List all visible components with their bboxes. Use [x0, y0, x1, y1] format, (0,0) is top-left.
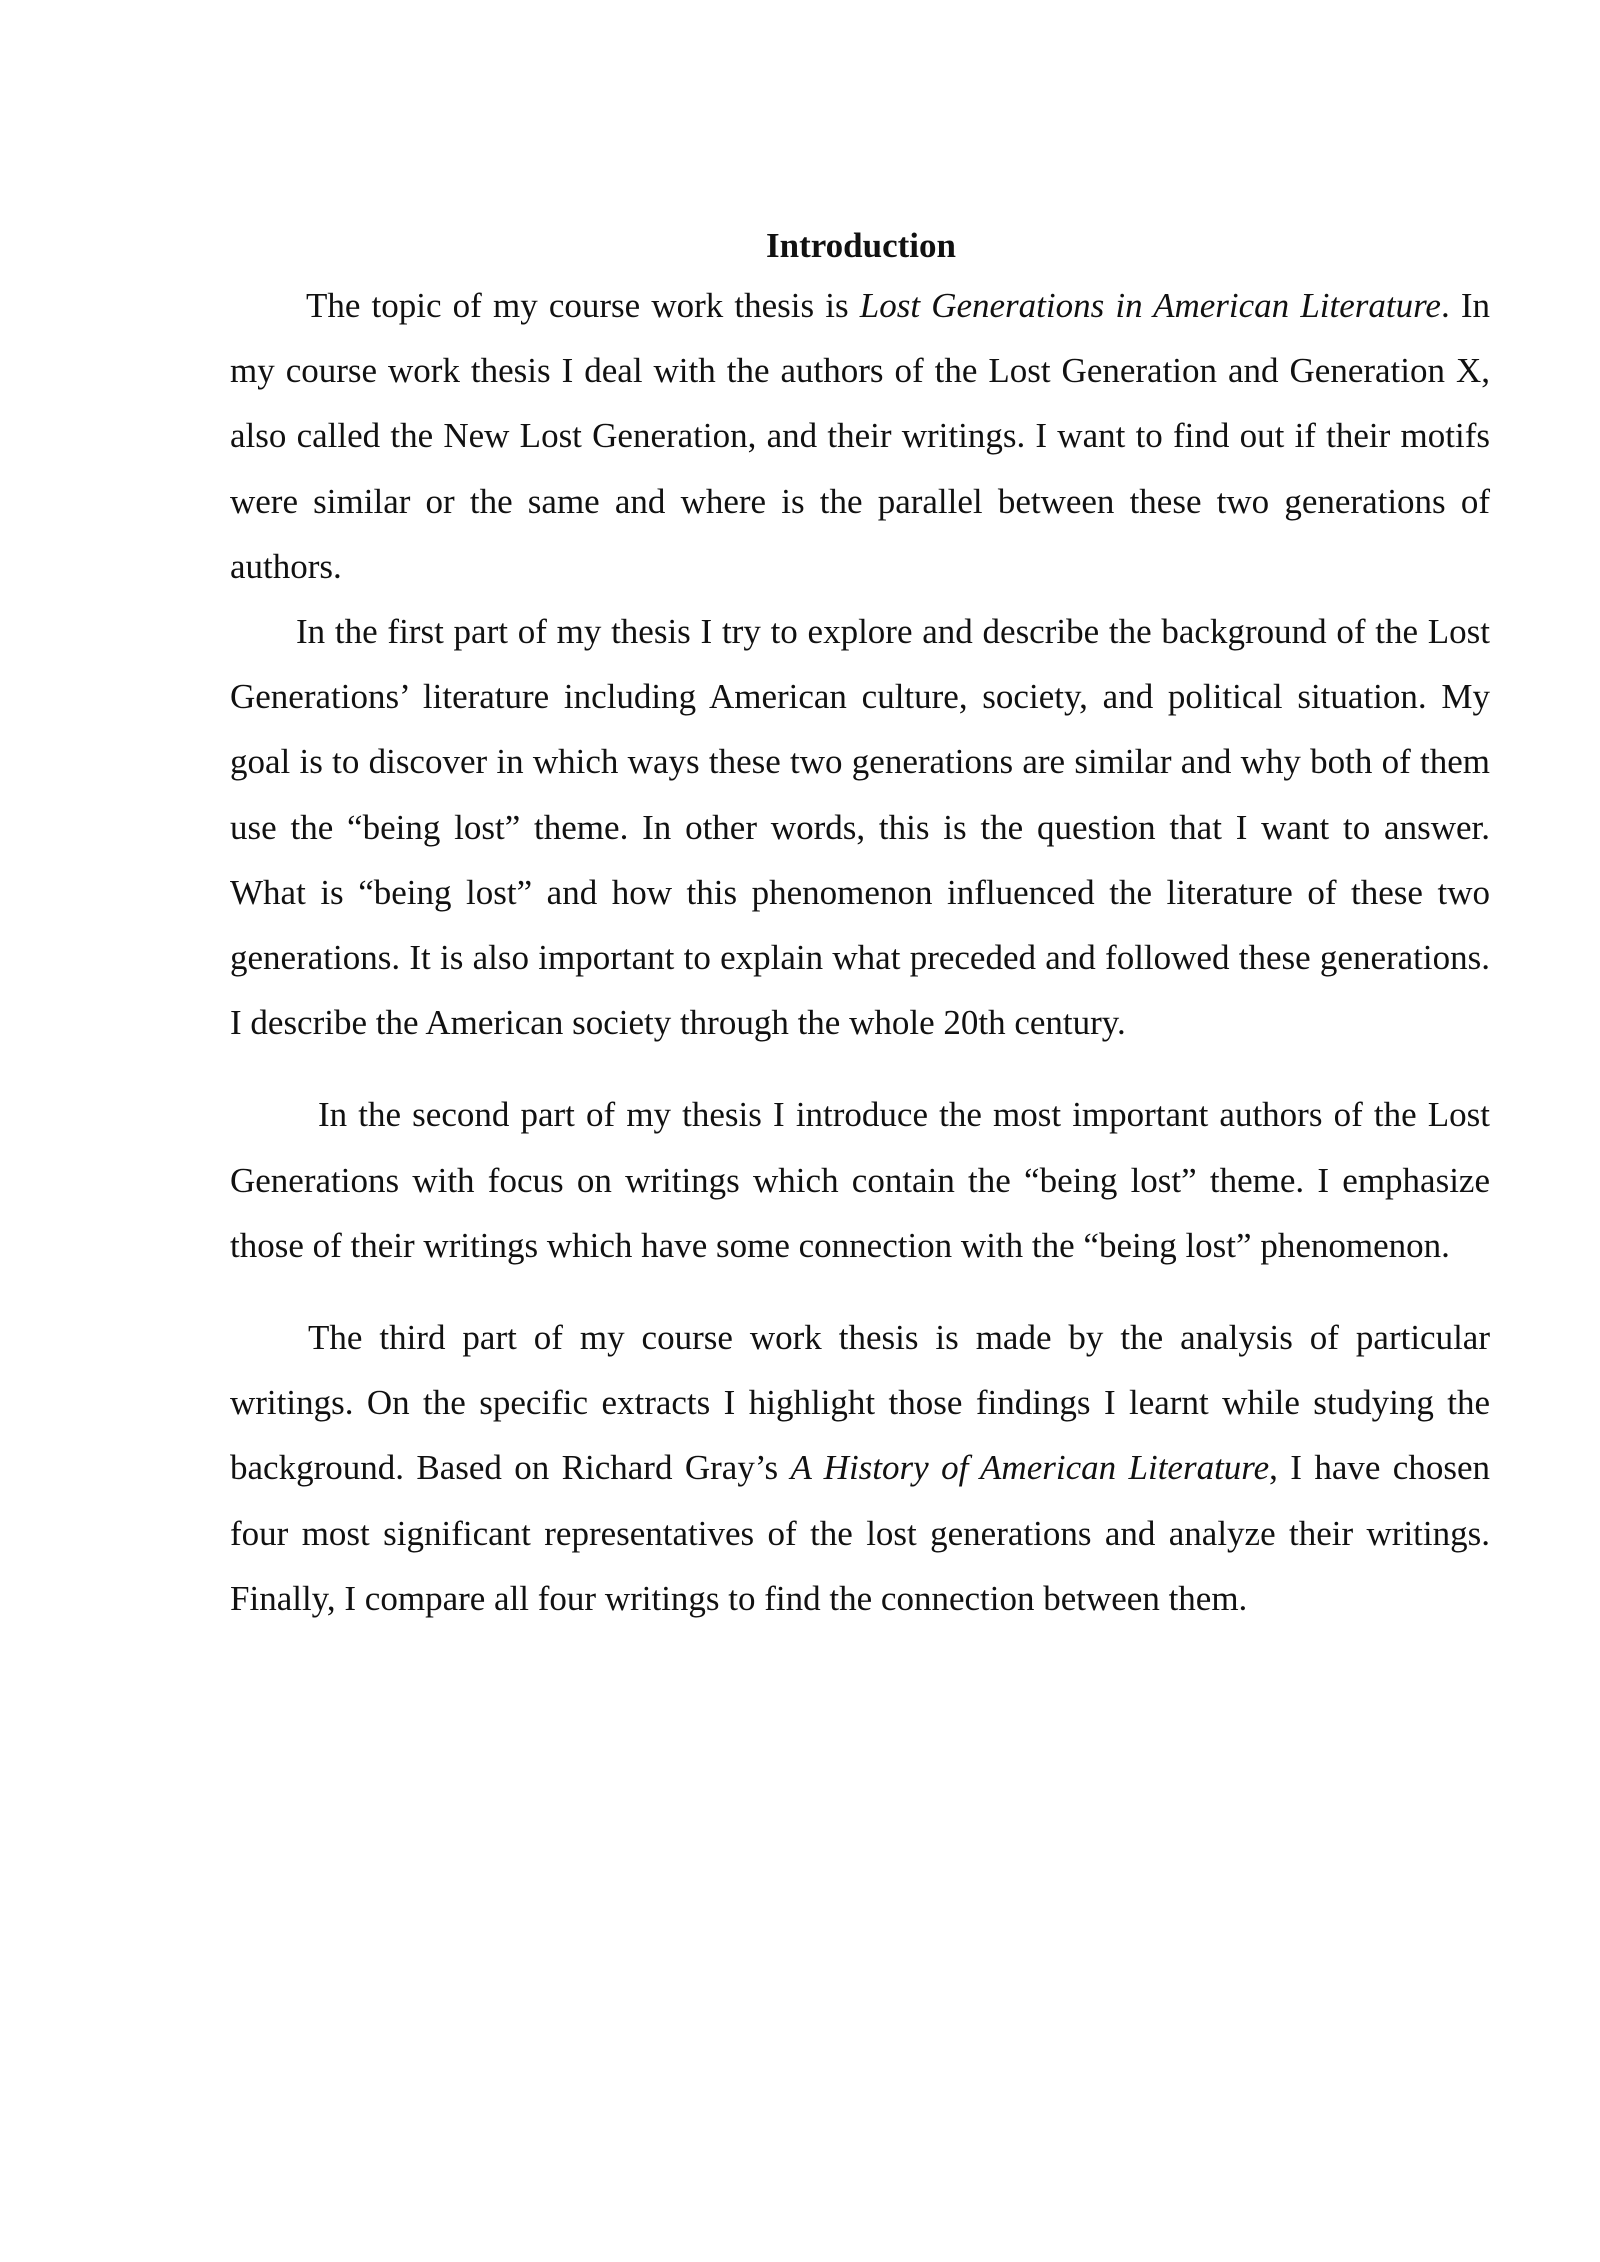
paragraph-first-part: In the first part of my thesis I try to explore and describe the background of the Lost Generations’ literature including American culture, society, and political situation. My goal is to discover in which ways these two generations are similar and why both of them use the “being lost” theme. In other words, this is the question that I want to answer. What is “being lost” and how this phenomenon influenced the literature of these two generations. It is also important to explain what preceded and followed these generations. I describe the American society through the whole 20th century. [230, 612, 1490, 1043]
paragraph-topic [230, 273, 1490, 599]
paragraph-third-part-text-end: , I have chosen four most significant representatives of the lost generations and analyze their writings. Finally, I compare all four writings to find the connection between them. [230, 1448, 1490, 1618]
thesis-title: Lost Generations in American Literature [859, 286, 1441, 325]
document-body [230, 218, 1490, 1631]
paragraph-third-part [230, 1305, 1490, 1631]
paragraph-topic-text-start: The topic of my course work thesis is [306, 286, 860, 325]
section-heading: Introduction [766, 226, 956, 265]
paragraph-topic-text-end: . In my course work thesis I deal with the authors of the Lost Generation and Generation X, also called the New Lost Generation, and their writings. I want to find out if their motifs were similar or the same and where is the parallel between these two generations of authors. [230, 286, 1491, 586]
paragraph-third-part-text-start: The third part of my course work thesis is made by the analysis of particular writings. On the specific extracts I highlight those findings I learnt while studying the background. Based on Richard Gray’s [230, 1318, 1490, 1488]
cited-book-title: A History of American Literature [790, 1448, 1270, 1488]
paragraph-second-part: In the second part of my thesis I introduce the most important authors of the Lost Generations with focus on writings which contain the “being lost” theme. I emphasize those of their writings which have some connection with the “being lost” phenomenon. [230, 1095, 1490, 1265]
